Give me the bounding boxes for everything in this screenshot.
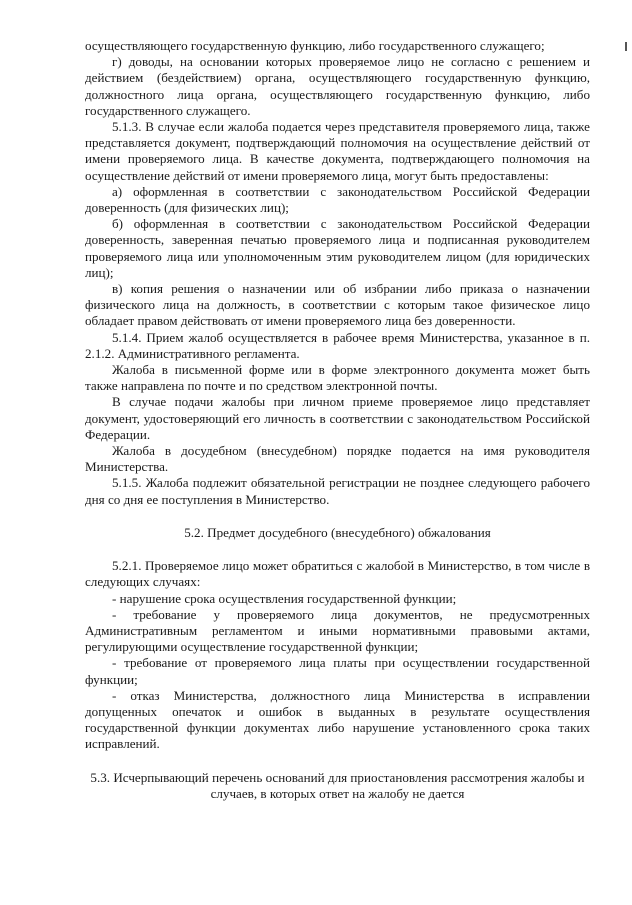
paragraph-personal-reception: В случае подачи жалобы при личном приеме проверяемое лицо представляет документ, удостоверяющий его личность в соответствии с законодательством Российской Федерации. bbox=[85, 394, 590, 442]
paragraph-item-g: г) доводы, на основании которых проверяемое лицо не согласно с решением и действием (бездействием) органа, осуществляющего государственную функцию, должностного лица органа, осуществляющего государственную функцию, либо государственного служащего. bbox=[85, 54, 590, 118]
paragraph-5-1-4: 5.1.4. Прием жалоб осуществляется в рабочее время Министерства, указанное в п. 2.1.2. Административного регламента. bbox=[85, 329, 590, 361]
paragraph-5-1-3: 5.1.3. В случае если жалоба подается через представителя проверяемого лица, также представляется документ, подтверждающий полномочия на осуществление действий от имени проверяемого лица. В качестве документа, подтверждающего полномочия на осуществление действий от имени проверяемого лица, могут быть предоставлены: bbox=[85, 119, 590, 183]
scan-artifact-mark bbox=[625, 42, 627, 51]
section-heading-5-2: 5.2. Предмет досудебного (внесудебного) обжалования bbox=[184, 524, 491, 540]
paragraph-5-1-5: 5.1.5. Жалоба подлежит обязательной регистрации не позднее следующего рабочего дня со дня ее поступления в Министерство. bbox=[85, 475, 590, 507]
section-heading-5-3: 5.3. Исчерпывающий перечень оснований для приостановления рассмотрения жалобы и случаев, в которых ответ на жалобу не дается bbox=[90, 769, 585, 801]
paragraph-item-a: а) оформленная в соответствии с законодательством Российской Федерации доверенность (для физических лиц); bbox=[85, 183, 590, 216]
paragraph-addressee: Жалоба в досудебном (внесудебном) порядке подается на имя руководителя Министерства. bbox=[85, 443, 590, 475]
paragraph-written-complaint: Жалоба в письменной форме или в форме электронного документа может быть также направлена по почте и по средством электронной почты. bbox=[85, 362, 590, 394]
paragraph-item-b: б) оформленная в соответствии с законодательством Российской Федерации доверенность, заверенная печатью проверяемого лица и подписанная руководителем проверяемого лица или уполномоченным этим руководителем лицом (для юридических лиц); bbox=[85, 216, 590, 280]
paragraph-5-2-1: 5.2.1. Проверяемое лицо может обратиться с жалобой в Министерство, в том числе в следующих случаях: bbox=[85, 558, 590, 590]
list-item-documents-demand: - требование у проверяемого лица документов, не предусмотренных Административным регламентом и иными нормативными правовыми актами, регулирующими осуществление государственной функции; bbox=[85, 606, 590, 655]
paragraph-item-v: в) копия решения о назначении или об избрании либо приказа о назначении физического лица на должность, в соответствии с которым такое физическое лицо обладает правом действовать от имени проверяемого лица без доверенности. bbox=[85, 281, 590, 329]
paragraph-continuation: осуществляющего государственную функцию, либо государственного служащего; bbox=[85, 38, 545, 53]
document-page bbox=[85, 38, 590, 802]
list-item-correction-refusal: - отказ Министерства, должностного лица Министерства в исправлении допущенных опечаток и ошибок в выданных в результате осуществления государственной функции документах либо нарушение установленного срока таких исправлений. bbox=[85, 687, 590, 752]
list-item-term-violation: - нарушение срока осуществления государственной функции; bbox=[112, 590, 457, 606]
list-item-fee-demand: - требование от проверяемого лица платы при осуществлении государственной функции; bbox=[85, 655, 590, 687]
